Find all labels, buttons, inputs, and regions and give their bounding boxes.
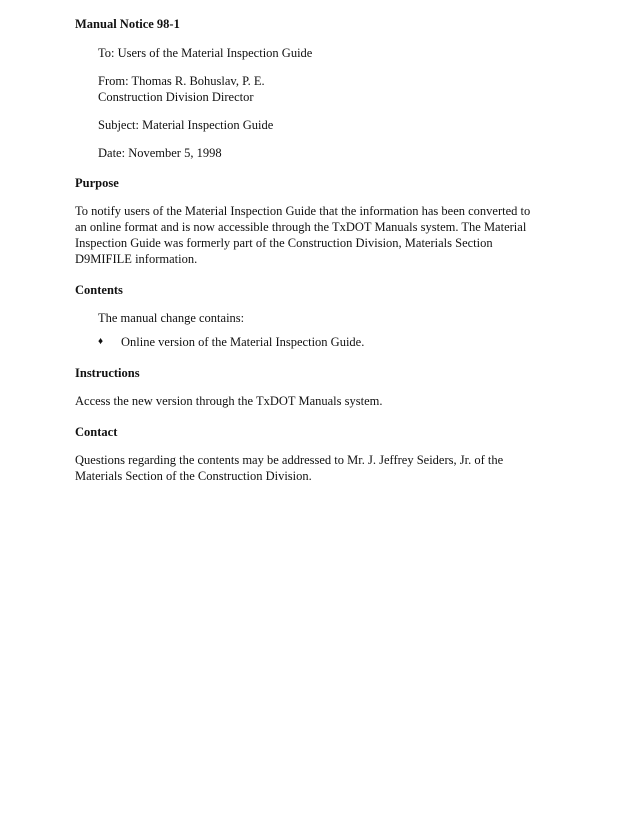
purpose-heading: Purpose xyxy=(75,176,119,190)
manual-notice-page xyxy=(75,16,575,484)
purpose-line: D9MIFILE information. xyxy=(75,252,198,266)
contact-heading: Contact xyxy=(75,425,118,439)
list-item xyxy=(98,334,575,350)
list-item-text: Online version of the Material Inspection Guide. xyxy=(121,335,365,349)
purpose-line: an online format and is now accessible through the TxDOT Manuals system. The Material xyxy=(75,220,527,234)
contents-heading: Contents xyxy=(75,283,123,297)
subject-line: Subject: Material Inspection Guide xyxy=(98,118,274,132)
instructions-text: Access the new version through the TxDOT Manuals system. xyxy=(75,394,383,408)
contents-intro: The manual change contains: xyxy=(98,311,245,325)
instructions-heading: Instructions xyxy=(75,366,140,380)
contact-text xyxy=(75,452,575,484)
memo-header xyxy=(98,45,575,161)
contact-line: Materials Section of the Construction Division. xyxy=(75,469,312,483)
purpose-line: To notify users of the Material Inspection Guide that the information has been converted to xyxy=(75,204,531,218)
to-line: To: Users of the Material Inspection Guide xyxy=(98,46,313,60)
diamond-bullet-icon: ♦ xyxy=(98,336,104,347)
notice-title: Manual Notice 98-1 xyxy=(75,17,180,31)
from-title-line: Construction Division Director xyxy=(98,90,254,104)
purpose-line: Inspection Guide was formerly part of the Construction Division, Materials Section xyxy=(75,236,493,250)
date-line: Date: November 5, 1998 xyxy=(98,146,222,160)
contact-line: Questions regarding the contents may be addressed to Mr. J. Jeffrey Seiders, Jr. of the xyxy=(75,453,504,467)
from-line: From: Thomas R. Bohuslav, P. E. xyxy=(98,74,265,88)
contents-section xyxy=(98,310,575,350)
purpose-text xyxy=(75,203,575,267)
